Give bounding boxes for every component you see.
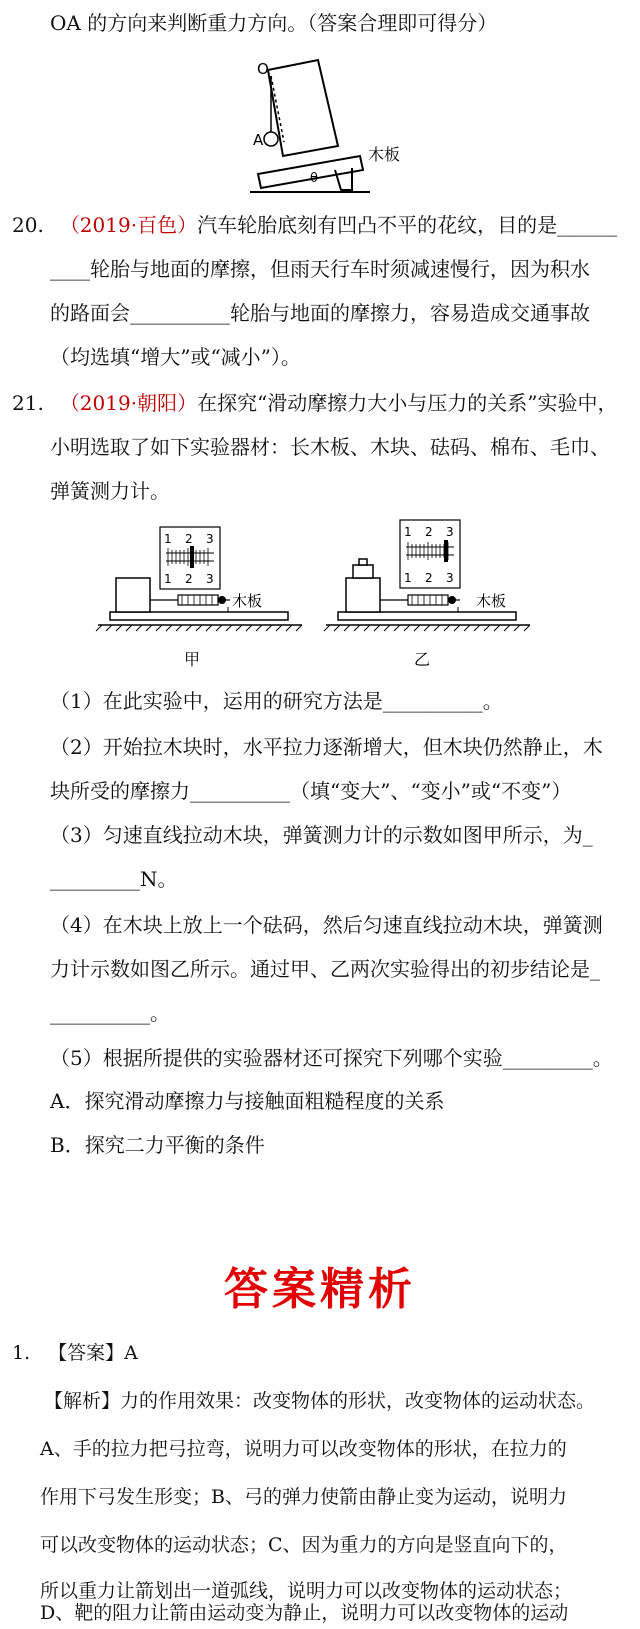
q21-line1 bbox=[12, 390, 618, 416]
yi-weight bbox=[353, 565, 373, 578]
yi-tick-3-top: 3 bbox=[446, 525, 454, 539]
q20-line2: ____轮胎与地面的摩擦，但雨天行车时须减速慢行，因为积水 bbox=[50, 257, 590, 281]
q21-sub2-line2: 块所受的摩擦力__________（填“变大”、“变小”或“不变”） bbox=[50, 779, 572, 803]
jia-tick-2-top: 2 bbox=[185, 532, 193, 546]
yi-tick-3-bottom: 3 bbox=[446, 571, 454, 585]
jia-tick-3-bottom: 3 bbox=[206, 572, 214, 586]
q19-label-a: A bbox=[253, 131, 264, 149]
q21-setup-jia bbox=[96, 527, 302, 669]
q21-setup-yi bbox=[324, 520, 530, 669]
q21-sub5: （5）根据所提供的实验器材还可探究下列哪个实验_________。 bbox=[50, 1046, 613, 1070]
answer1-analysis-1: 【解析】力的作用效果：改变物体的形状，改变物体的运动状态。 bbox=[44, 1390, 596, 1412]
q21-sub2-line1: （2）开始拉木块时，水平拉力逐渐增大，但木块仍然静止，木 bbox=[50, 735, 603, 759]
jia-tick-3-top: 3 bbox=[206, 532, 214, 546]
q21-option-a: A．探究滑动摩擦力与接触面粗糙程度的关系 bbox=[50, 1089, 445, 1113]
q21-sub4-line1: （4）在木块上放上一个砝码，然后匀速直线拉动木块，弹簧测 bbox=[50, 913, 603, 937]
answer1-number: 1. bbox=[12, 1342, 31, 1364]
jia-dial-indicator bbox=[190, 546, 194, 568]
answers-heading: 答案精析 bbox=[224, 1264, 416, 1315]
answer1-analysis-3: 作用下弓发生形变；B、弓的弹力使箭由静止变为运动，说明力 bbox=[40, 1486, 567, 1508]
answer1-tag: 【答案】A bbox=[48, 1342, 138, 1364]
jia-board-label: 木板 bbox=[232, 592, 263, 610]
q21-option-b: B．探究二力平衡的条件 bbox=[50, 1133, 265, 1157]
yi-block bbox=[346, 578, 380, 612]
yi-tick-1-top: 1 bbox=[404, 525, 412, 539]
jia-tick-1-bottom: 1 bbox=[164, 572, 172, 586]
q20-line1 bbox=[12, 212, 617, 238]
jia-tick-2-bottom: 2 bbox=[185, 572, 193, 586]
q19-frame bbox=[268, 60, 338, 156]
yi-table-hatch bbox=[324, 625, 530, 631]
q20-line1-text: 汽车轮胎底刻有凹凸不平的花纹，目的是______ bbox=[197, 213, 618, 237]
answer1-analysis-6: D、靶的阻力让箭由运动变为静止，说明力可以改变物体的运动 bbox=[40, 1602, 569, 1624]
answer1-line1 bbox=[12, 1340, 138, 1366]
q21-figure bbox=[90, 515, 550, 675]
q20-line4: （均选填“增大”或“减小”）。 bbox=[50, 345, 301, 369]
q21-line2: 小明选取了如下实验器材：长木板、木块、砝码、棉布、毛巾、 bbox=[50, 435, 610, 459]
q21-line1-text: 在探究“滑动摩擦力大小与压力的关系”实验中， bbox=[197, 391, 618, 415]
caption-jia: 甲 bbox=[184, 650, 201, 669]
q19-label-o: O bbox=[257, 60, 269, 78]
q21-sub3-line1: （3）匀速直线拉动木块，弹簧测力计的示数如图甲所示，为_ bbox=[50, 823, 593, 847]
yi-dial-indicator bbox=[444, 540, 448, 562]
q21-sub4-line2: 力计示数如图乙所示。通过甲、乙两次实验得出的初步结论是_ bbox=[50, 957, 600, 981]
q19-label-board: 木板 bbox=[368, 145, 401, 164]
q21-number: 21. bbox=[12, 391, 44, 415]
jia-block bbox=[116, 578, 150, 612]
answer1-analysis-2: A、手的拉力把弓拉弯，说明力可以改变物体的形状，在拉力的 bbox=[40, 1438, 567, 1460]
yi-board bbox=[338, 612, 516, 620]
q21-source: （2019·朝阳） bbox=[59, 391, 198, 415]
q19-figure bbox=[240, 52, 440, 197]
q19-label-angle: θ bbox=[310, 171, 318, 186]
q19-tail-text: OA 的方向来判断重力方向。（答案合理即可得分） bbox=[50, 11, 498, 35]
q21-line3: 弹簧测力计。 bbox=[50, 479, 170, 503]
yi-board-label: 木板 bbox=[476, 592, 507, 610]
q21-sub4-line3: __________。 bbox=[50, 1001, 170, 1025]
answer1-analysis-5: 所以重力让箭划出一道弧线，说明力可以改变物体的运动状态； bbox=[40, 1580, 573, 1602]
q21-sub1: （1）在此实验中，运用的研究方法是__________。 bbox=[50, 689, 503, 713]
yi-tick-2-top: 2 bbox=[425, 525, 433, 539]
yi-tick-2-bottom: 2 bbox=[425, 571, 433, 585]
yi-weight-knob bbox=[359, 559, 367, 565]
q20-number: 20. bbox=[12, 213, 44, 237]
jia-tick-1-top: 1 bbox=[164, 532, 172, 546]
q20-source: （2019·百色） bbox=[59, 213, 198, 237]
q21-sub3-line2: _________N。 bbox=[50, 867, 178, 891]
q19-plumb-bob bbox=[264, 132, 278, 146]
jia-table-hatch bbox=[96, 625, 302, 631]
answer1-analysis-4: 可以改变物体的运动状态；C、因为重力的方向是竖直向下的， bbox=[40, 1534, 568, 1556]
caption-yi: 乙 bbox=[414, 650, 431, 669]
yi-tick-1-bottom: 1 bbox=[404, 571, 412, 585]
jia-board bbox=[110, 612, 288, 620]
q20-line3: 的路面会__________轮胎与地面的摩擦力，容易造成交通事故 bbox=[50, 301, 590, 325]
